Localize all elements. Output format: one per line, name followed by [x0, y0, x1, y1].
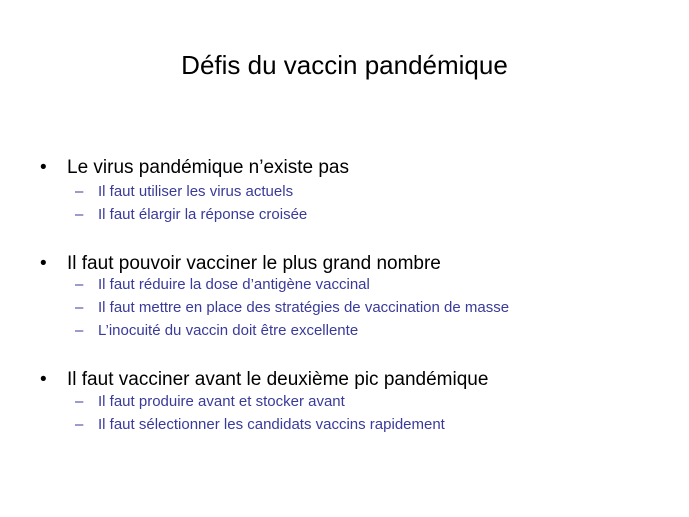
section-1-item-2-text: Il faut élargir la réponse croisée — [98, 206, 308, 223]
dash-icon: – — [75, 393, 84, 410]
dash-icon: – — [75, 183, 84, 200]
section-3-item-1-text: Il faut produire avant et stocker avant — [98, 393, 345, 410]
dash-icon: – — [75, 206, 84, 223]
section-2-item-3-text: L’inocuité du vaccin doit être excellente — [98, 322, 359, 339]
section-2-item-2-text: Il faut mettre en place des stratégies de vaccination de masse — [98, 299, 510, 316]
dash-icon: – — [75, 416, 84, 433]
section-2-item-1-text: Il faut réduire la dose d’antigène vaccinal — [98, 276, 370, 293]
bullet-icon: • — [40, 253, 47, 274]
section-1-heading-text: Le virus pandémique n’existe pas — [67, 157, 350, 178]
dash-icon: – — [75, 322, 84, 339]
bullet-icon: • — [40, 157, 47, 178]
bullet-icon: • — [40, 369, 47, 390]
section-3-heading-text: Il faut vacciner avant le deuxième pic pandémique — [67, 369, 489, 390]
section-3-item-2-text: Il faut sélectionner les candidats vaccins rapidement — [98, 416, 445, 433]
dash-icon: – — [75, 299, 84, 316]
section-2-heading-text: Il faut pouvoir vacciner le plus grand nombre — [67, 253, 441, 274]
slide-title: Défis du vaccin pandémique — [181, 50, 508, 80]
dash-icon: – — [75, 276, 84, 293]
section-1-item-1-text: Il faut utiliser les virus actuels — [98, 183, 294, 200]
